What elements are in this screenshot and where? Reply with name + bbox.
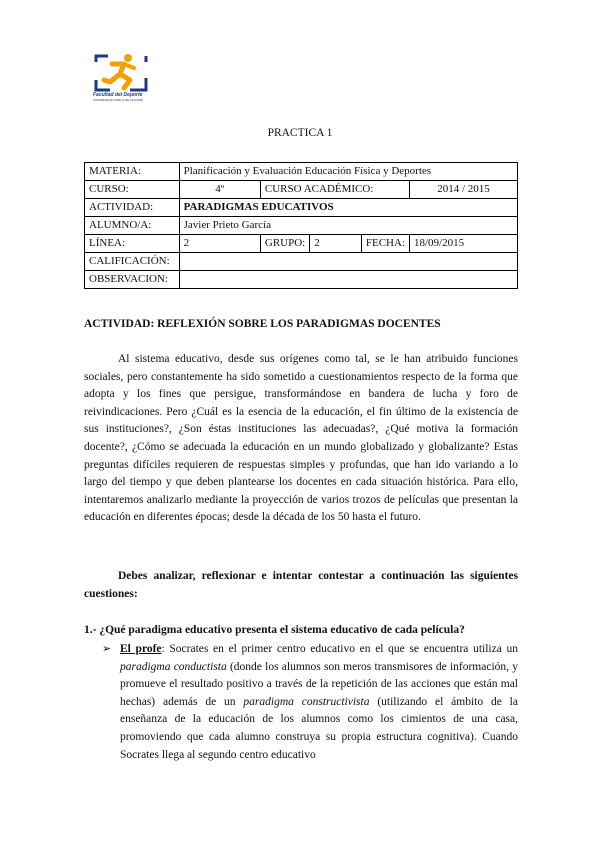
answer-italic-b: paradigma constructivista: [243, 695, 370, 708]
table-row: [85, 235, 518, 253]
fecha-value: 18/09/2015: [409, 235, 517, 253]
info-table: [84, 162, 518, 289]
observacion-value: [179, 271, 517, 289]
curso-academico-label: CURSO ACADÉMICO:: [260, 181, 409, 199]
arrow-bullet-icon: ➢: [102, 643, 112, 655]
linea-label: LÍNEA:: [85, 235, 180, 253]
materia-value: Planificación y Evaluación Educación Física y Deportes: [179, 163, 517, 181]
grupo-value: 2: [310, 235, 362, 253]
answer-text-c: (utilizando el ámbito de la enseñanza de la educación de los alumnos como los cimientos de una casa, promoviendo que cada alumno construya su propia estructura cognitiva). Cuando Socrates llega al segundo centro educativo: [120, 695, 518, 761]
curso-academico-value: 2014 / 2015: [409, 181, 517, 199]
answer-italic-a: paradigma conductista: [120, 660, 227, 673]
curso-value: 4º: [179, 181, 260, 199]
alumno-value: Javier Prieto García: [179, 217, 517, 235]
curso-label: CURSO:: [85, 181, 180, 199]
grupo-label: GRUPO:: [260, 235, 309, 253]
page-title: PRACTICA 1: [267, 127, 333, 139]
table-row: [85, 181, 518, 199]
linea-value: 2: [179, 235, 260, 253]
logo-subtitle: UNIVERSIDAD PABLO DE OLAVIDE: [93, 98, 143, 102]
alumno-label: ALUMNO/A:: [85, 217, 180, 235]
table-row: [85, 271, 518, 289]
fecha-label: FECHA:: [361, 235, 409, 253]
activity-heading: ACTIVIDAD: REFLEXIÓN SOBRE LOS PARADIGMAS DOCENTES: [84, 318, 441, 330]
actividad-value: PARADIGMAS EDUCATIVOS: [179, 199, 517, 217]
table-row: [85, 199, 518, 217]
actividad-label: ACTIVIDAD:: [85, 199, 180, 217]
table-row: [85, 163, 518, 181]
table-row: [85, 253, 518, 271]
answer-label: El profe: [120, 643, 162, 655]
logo-name: Facultad del Deporte: [93, 92, 143, 98]
materia-label: MATERIA:: [85, 163, 180, 181]
answer-paragraph: [120, 641, 518, 764]
question-1: 1.- ¿Qué paradigma educativo presenta el sistema educativo de cada película?: [84, 624, 465, 636]
calificacion-value: [179, 253, 517, 271]
table-row: [85, 217, 518, 235]
instructions-paragraph: Debes analizar, reflexionar e intentar contestar a continuación las siguientes cuestiones:: [84, 570, 518, 600]
answer-text-b: (donde los alumnos son meros transmisores de información, y promueve el resultado positivo a través de la repetición de las acciones que están mal hechas) además de un: [120, 660, 519, 708]
answer-text-a: : Socrates en el primer centro educativo en el que se encuentra utiliza un: [161, 643, 519, 655]
observacion-label: OBSERVACION:: [85, 271, 180, 289]
intro-paragraph: Al sistema educativo, desde sus orígenes como tal, se le han atribuido funciones sociales, pero constantemente ha sido sometido a cuestionamientos respecto de la forma que adopta y los fines que persigue, transformándose en bandera de lucha y foro de reivindicaciones. Pero ¿Cuál es la esencia de la educación, el fin último de la existencia de sus instituciones?, ¿Son éstas instituciones las adecuadas?, ¿Qué motiva la formación docente?, ¿Cómo se adecuada la educación en un mundo globalizado y globalizante? Estas preguntas difíciles requieren de respuestas simples y profundas, que han ido variando a lo largo del tiempo y que deben plantearse los docentes en cada situación histórica. Para ello, intentaremos analizarlo mediante la proyección de varios trozos de películas que presentan la educación en diferentes épocas; desde la década de los 50 hasta el futuro.: [84, 353, 518, 524]
calificacion-label: CALIFICACIÓN:: [85, 253, 180, 271]
